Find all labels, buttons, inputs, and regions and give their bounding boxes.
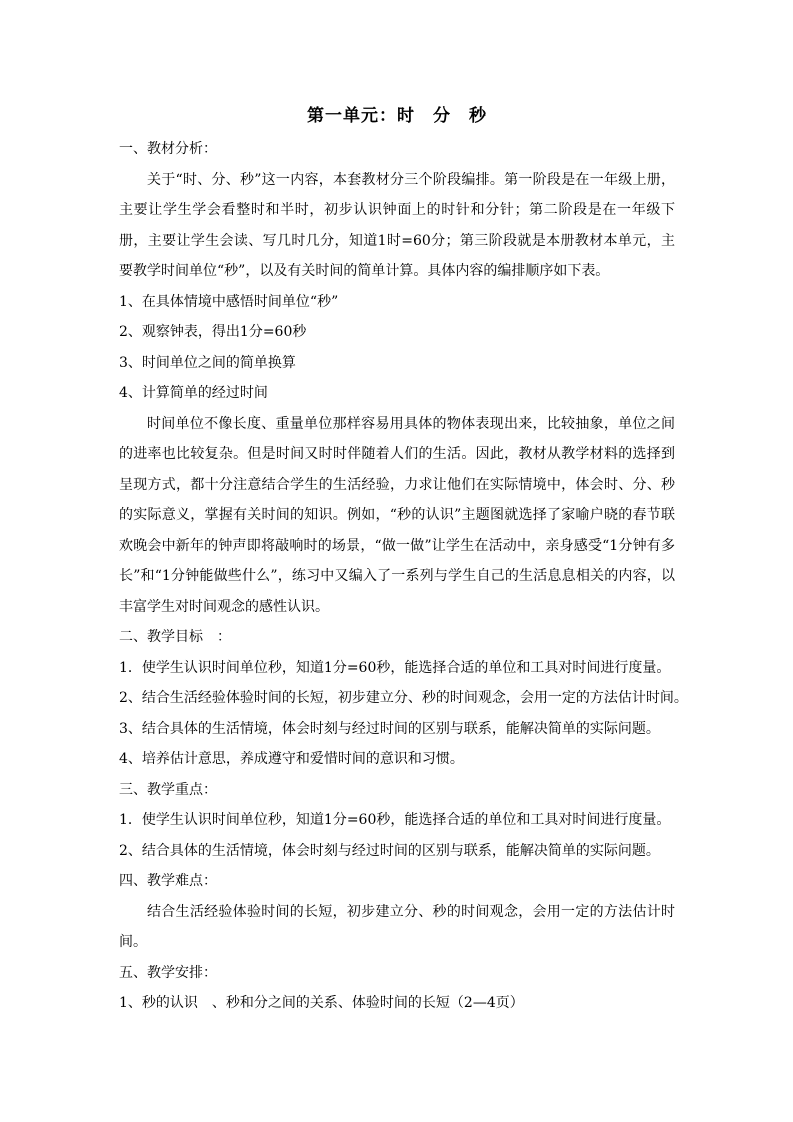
list-item: 1、在具体情境中感悟时间单位“秒”	[119, 293, 339, 310]
list-item: 2、观察钟表，得出1分=60秒	[119, 324, 307, 340]
section-heading: 五、教学安排：	[119, 964, 217, 981]
page-title: 第一单元：时 分 秒	[307, 106, 487, 126]
list-item: 2、结合生活经验体验时间的长短，初步建立分、秒的时间观念，会用一定的方法估计时间。	[119, 690, 688, 706]
list-item: 3、结合具体的生活情境，体会时刻与经过时间的区别与联系，能解决简单的实际问题。	[119, 720, 660, 737]
paragraph: 时间单位不像长度、重量单位那样容易用具体的物体表现出来，比较抽象，单位之间的进率也比较复杂。但是时间又时时伴随着人们的生活。因此，教材从教学材料的选择到呈现方式，都十分注意结合学生的生活经验，力求让他们在实际情境中，体会时、分、秒的实际意义，掌握有关时间的知识。例如，“秒的认识”主题图就选择了家喻户晓的春节联欢晚会中新年的钟声即将敲响时的场景，“做一做”让学生在活动中，亲身感受“1分钟有多长”和“1分钟能做些什么”，练习中又编入了一系列与学生自己的生活息息相关的内容，以丰富学生对时间观念的感性认识。	[119, 415, 675, 615]
section-heading: 二、教学目标 ：	[119, 629, 231, 645]
paragraph: 关于“时、分、秒”这一内容，本套教材分三个阶段编排。第一阶段是在一年级上册，主要让学生学会看整时和半时，初步认识钟面上的时针和分针；第二阶段是在一年级下册，主要让学生会读、写几时几分，知道1时=60分；第三阶段就是本册教材本单元，主要教学时间单位“秒”，以及有关时间的简单计算。具体内容的编排顺序如下表。	[119, 171, 675, 279]
list-item: 2、结合具体的生活情境，体会时刻与经过时间的区别与联系，能解决简单的实际问题。	[119, 842, 660, 859]
list-item: 1、秒的认识 、秒和分之间的关系、体验时间的长短（2—4页）	[119, 995, 524, 1011]
section-heading: 四、教学难点：	[119, 873, 217, 889]
section-heading: 一、教材分析：	[119, 141, 217, 157]
list-item: 4、培养估计意思，养成遵守和爱惜时间的意识和习惯。	[119, 751, 464, 767]
document-page	[119, 102, 688, 1019]
list-item: 1．使学生认识时间单位秒，知道1分=60秒，能选择合适的单位和工具对时间进行度量。	[119, 659, 671, 676]
list-item: 3、时间单位之间的简单换算	[119, 354, 296, 371]
section-heading: 三、教学重点：	[119, 781, 217, 798]
paragraph: 结合生活经验体验时间的长短，初步建立分、秒的时间观念，会用一定的方法估计时间。	[119, 903, 675, 950]
list-item: 4、计算简单的经过时间	[119, 385, 268, 401]
list-item: 1．使学生认识时间单位秒，知道1分=60秒，能选择合适的单位和工具对时间进行度量。	[119, 812, 671, 828]
